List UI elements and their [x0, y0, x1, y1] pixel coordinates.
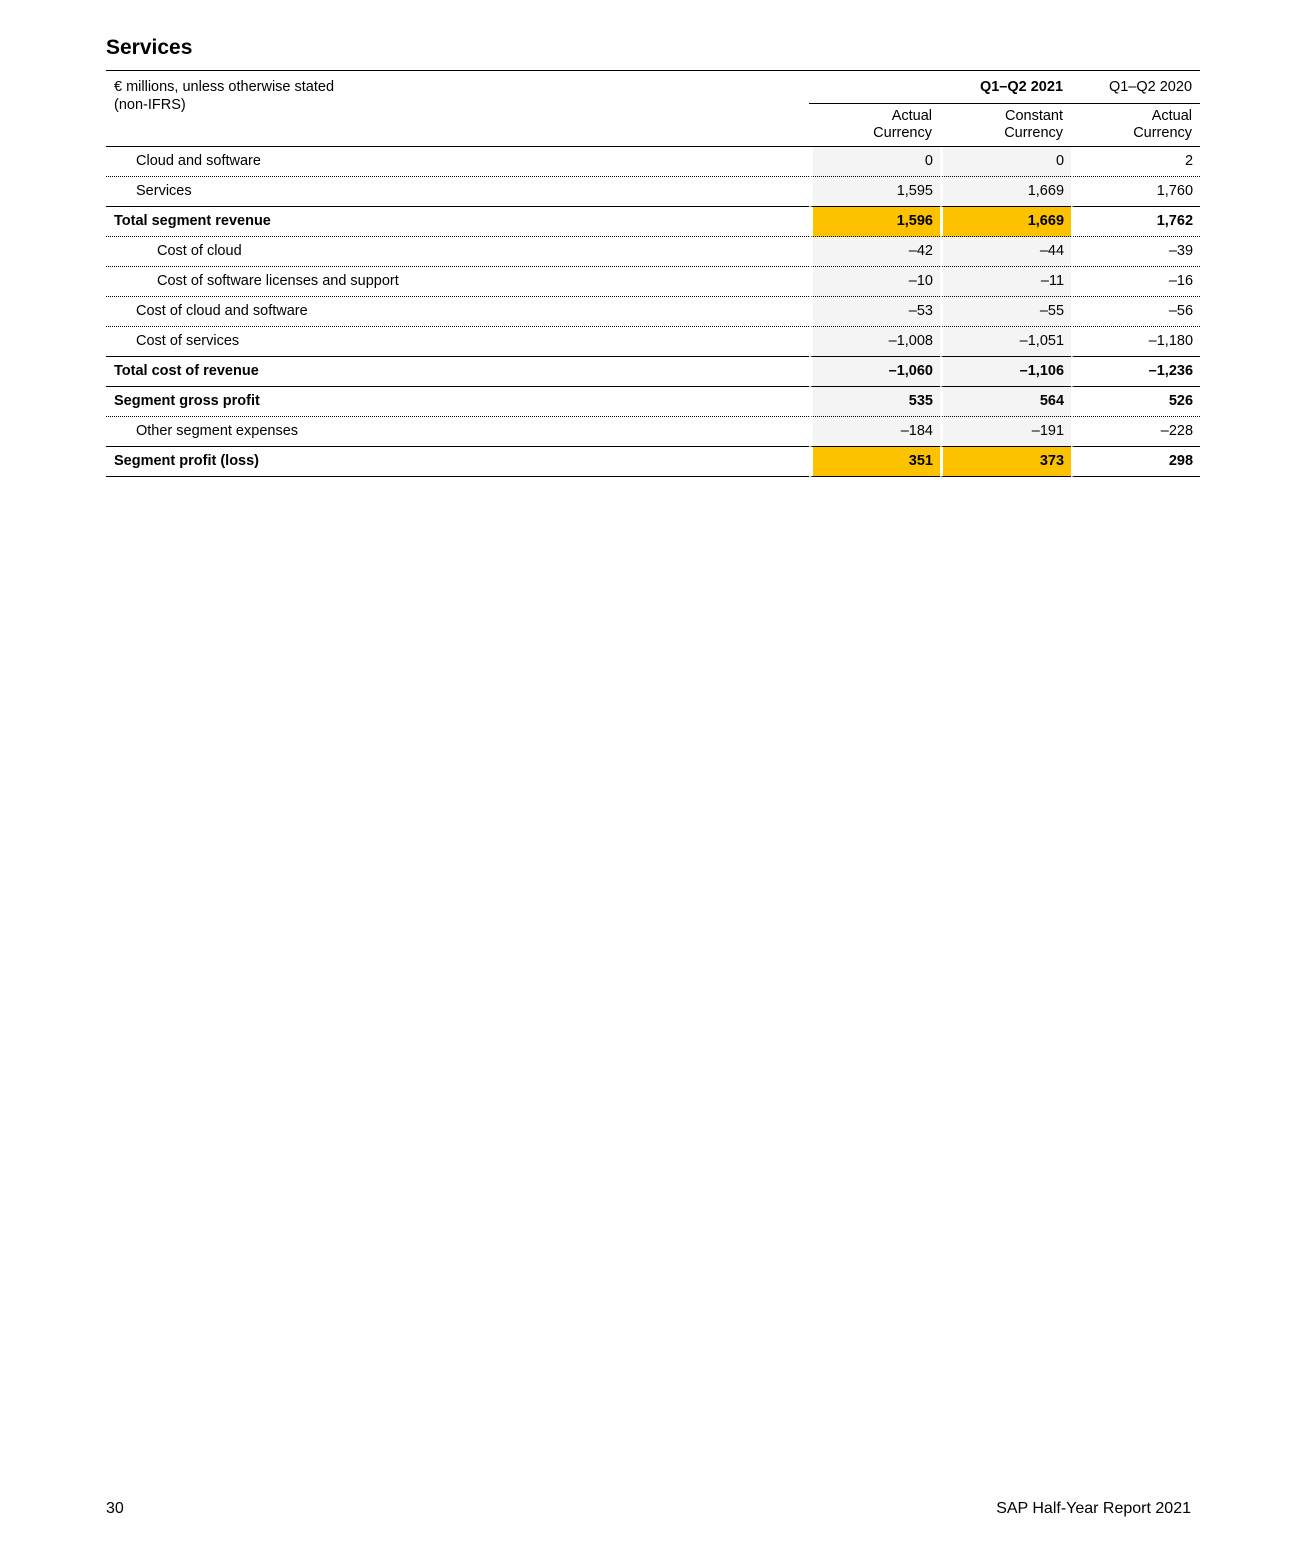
- cell-actual-2020: 1,762: [1071, 207, 1200, 237]
- row-label: Cloud and software: [106, 147, 809, 177]
- cell-actual-2021: –53: [809, 297, 940, 327]
- table-row: [106, 417, 1200, 447]
- row-label: Total cost of revenue: [106, 357, 809, 387]
- row-label: Services: [106, 177, 809, 207]
- cell-constant-2021: –44: [940, 237, 1071, 267]
- row-label: Cost of cloud and software: [106, 297, 809, 327]
- period-current-header: [809, 70, 1071, 104]
- cell-constant-2021: –1,106: [940, 357, 1071, 387]
- period-prior-label: Q1–Q2 2020: [1108, 79, 1193, 95]
- footer-report-title: SAP Half-Year Report 2021: [996, 1500, 1191, 1517]
- cell-actual-2021: –184: [809, 417, 940, 447]
- table-row: [106, 327, 1200, 357]
- subheader-actual-currency-2021: [809, 104, 940, 146]
- cell-constant-2021: –1,051: [940, 327, 1071, 357]
- cell-actual-2021: –1,008: [809, 327, 940, 357]
- cell-actual-2021-highlighted: 1,596: [809, 207, 940, 237]
- row-label: Cost of software licenses and support: [106, 267, 809, 297]
- cell-actual-2021: –42: [809, 237, 940, 267]
- table-row: [106, 267, 1200, 297]
- row-label: Cost of services: [106, 327, 809, 357]
- subheader-line1: Actual: [891, 108, 932, 124]
- cell-actual-2020: –39: [1071, 237, 1200, 267]
- cell-constant-2021: 564: [940, 387, 1071, 417]
- cell-actual-2020: –56: [1071, 297, 1200, 327]
- subheader-line1: Constant: [1004, 108, 1064, 124]
- cell-actual-2020: –228: [1071, 417, 1200, 447]
- cell-actual-2020: –1,180: [1071, 327, 1200, 357]
- cell-actual-2021: –10: [809, 267, 940, 297]
- cell-actual-2021: –1,060: [809, 357, 940, 387]
- table-row: [106, 147, 1200, 177]
- table-row-total: [106, 447, 1200, 477]
- cell-constant-2021: 1,669: [940, 177, 1071, 207]
- row-label: Segment gross profit: [106, 387, 809, 417]
- row-label: Cost of cloud: [106, 237, 809, 267]
- page-number: 30: [106, 1500, 124, 1517]
- cell-actual-2020: 2: [1071, 147, 1200, 177]
- subheader-actual-currency-2020: [1071, 104, 1200, 146]
- cell-constant-2021-highlighted: 1,669: [940, 207, 1071, 237]
- cell-actual-2020: –1,236: [1071, 357, 1200, 387]
- page-title: Services: [106, 36, 193, 59]
- services-segment-table: [106, 70, 1200, 477]
- table-header-row-periods: [106, 70, 1200, 104]
- subheader-line2: Currency: [1004, 125, 1064, 141]
- period-prior-header: [1071, 70, 1200, 104]
- table-row: [106, 177, 1200, 207]
- cell-constant-2021: –55: [940, 297, 1071, 327]
- unit-label-cell: [106, 70, 809, 146]
- subheader-line2: Currency: [1133, 125, 1193, 141]
- row-label: Other segment expenses: [106, 417, 809, 447]
- cell-actual-2021: 0: [809, 147, 940, 177]
- table-row: [106, 237, 1200, 267]
- table-row-total: [106, 387, 1200, 417]
- row-label: Total segment revenue: [106, 207, 809, 237]
- row-label: Segment profit (loss): [106, 447, 809, 477]
- cell-actual-2020: –16: [1071, 267, 1200, 297]
- cell-constant-2021: –11: [940, 267, 1071, 297]
- cell-constant-2021: 0: [940, 147, 1071, 177]
- cell-constant-2021: –191: [940, 417, 1071, 447]
- subheader-line2: Currency: [873, 125, 932, 141]
- table-row: [106, 297, 1200, 327]
- cell-actual-2021: 535: [809, 387, 940, 417]
- table-row-total: [106, 207, 1200, 237]
- cell-constant-2021-highlighted: 373: [940, 447, 1071, 477]
- subheader-constant-currency-2021: [940, 104, 1071, 146]
- cell-actual-2021-highlighted: 351: [809, 447, 940, 477]
- cell-actual-2020: 298: [1071, 447, 1200, 477]
- cell-actual-2020: 1,760: [1071, 177, 1200, 207]
- cell-actual-2020: 526: [1071, 387, 1200, 417]
- table-row-total: [106, 357, 1200, 387]
- period-current-label: Q1–Q2 2021: [979, 79, 1064, 95]
- subheader-line1: Actual: [1151, 108, 1193, 124]
- cell-actual-2021: 1,595: [809, 177, 940, 207]
- unit-label-line2: (non-IFRS): [114, 97, 186, 113]
- unit-label-line1: € millions, unless otherwise stated: [114, 79, 335, 95]
